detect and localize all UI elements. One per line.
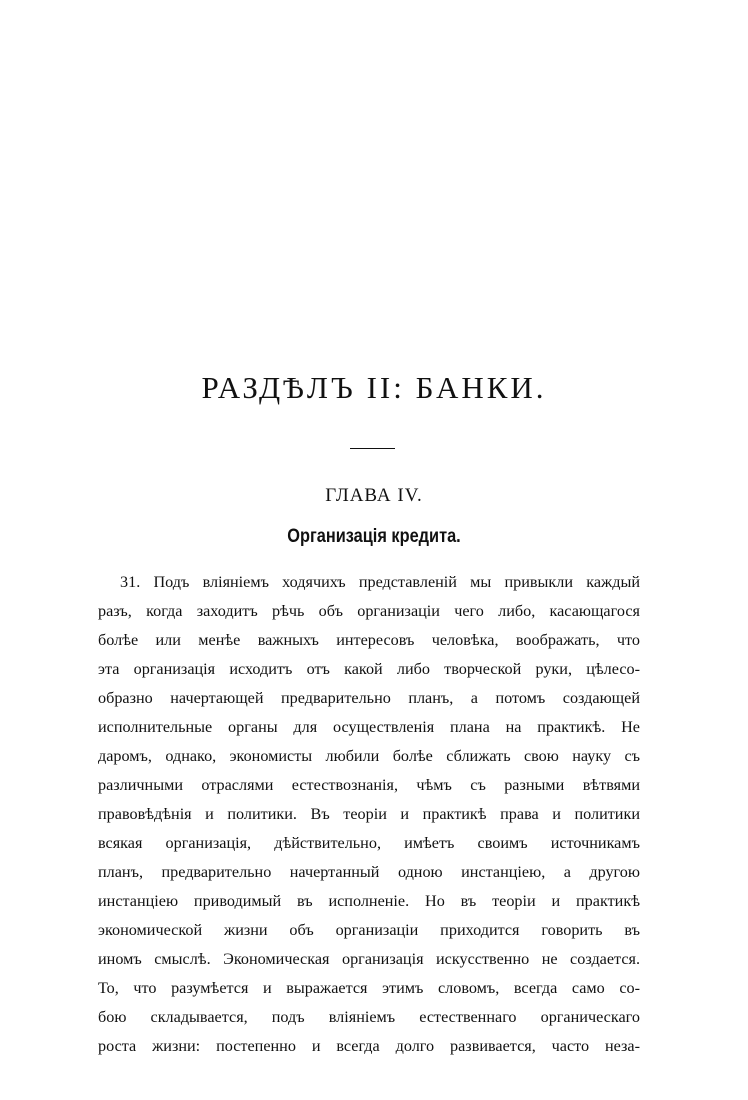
text-line: различными отраслями естествознанія, чѣмъ съ разными вѣтвями	[98, 776, 640, 794]
text-line: иномъ смыслѣ. Экономическая организація искусственно не создается.	[98, 950, 640, 968]
text-line: инстанціею приводимый въ исполненіе. Но въ теоріи и практикѣ	[98, 892, 640, 910]
text-line: болѣе или менѣе важныхъ интересовъ человѣка, воображать, что	[98, 631, 640, 649]
text-line: образно начертающей предварительно планъ, а потомъ создающей	[98, 689, 640, 707]
text-line: правовѣдѣнія и политики. Въ теоріи и практикѣ права и политики	[98, 805, 640, 823]
text-line: бою складывается, подъ вліяніемъ естественнаго органическаго	[98, 1008, 640, 1026]
title-divider	[350, 448, 395, 449]
chapter-heading: Организація кредита.	[287, 526, 461, 547]
text-line: экономической жизни объ организаціи приходится говорить въ	[98, 921, 640, 939]
text-line: эта организація исходитъ отъ какой либо творческой руки, цѣлесо-	[98, 660, 640, 678]
text-line: 31. Подъ вліяніемъ ходячихъ представленій мы привыкли каждый	[120, 573, 640, 591]
text-line: То, что разумѣется и выражается этимъ словомъ, всегда само со-	[98, 979, 640, 997]
text-line: исполнительные органы для осуществленія плана на практикѣ. Не	[98, 718, 640, 736]
section-title: РАЗДѢЛЪ II: БАНКИ.	[201, 370, 547, 405]
text-line: даромъ, однако, экономисты любили болѣе сближать свою науку съ	[98, 747, 640, 765]
text-line: всякая организація, дѣйствительно, имѣетъ своимъ источникамъ	[98, 834, 640, 852]
text-line: роста жизни: постепенно и всегда долго развивается, часто неза-	[98, 1037, 640, 1055]
chapter-title: ГЛАВА IV.	[325, 485, 423, 506]
paragraph	[98, 568, 640, 1061]
text-line: разъ, когда заходитъ рѣчь объ организаціи чего либо, касающагося	[98, 602, 640, 620]
text-line: планъ, предварительно начертанный одною инстанціею, а другою	[98, 863, 640, 881]
